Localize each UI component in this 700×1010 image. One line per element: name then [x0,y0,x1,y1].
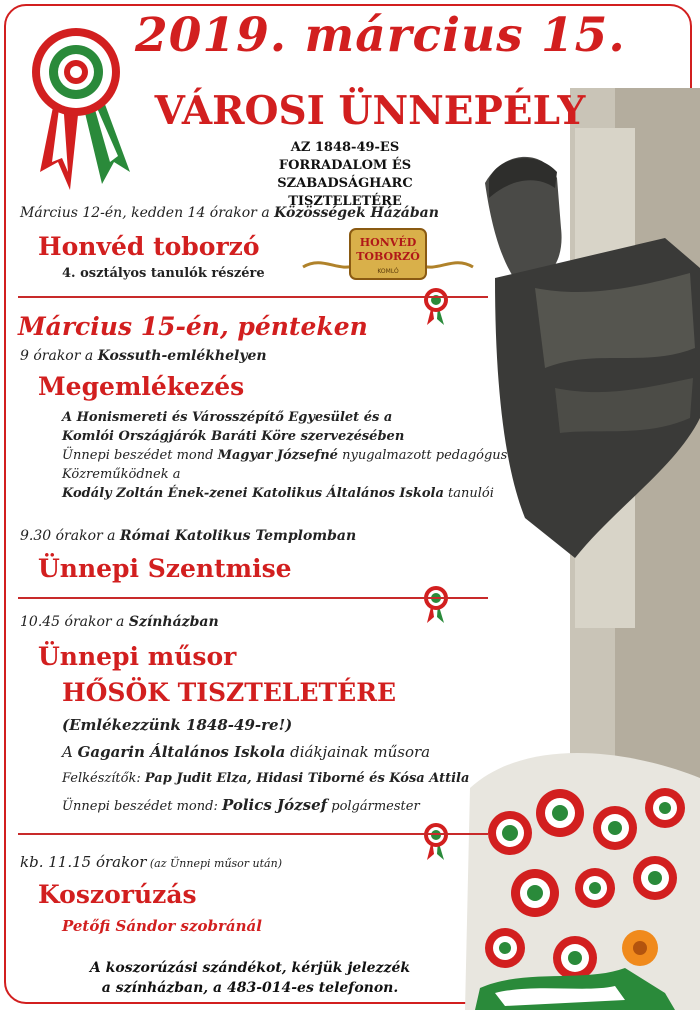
subtitle-line: AZ 1848-49-ES [290,140,400,155]
event2-contrib: Közreműködnek a [62,467,181,482]
event5-title: Koszorúzás [38,880,197,909]
event1-when-prefix: Március 12-én, kedden 14 órakor a [20,205,275,221]
day-heading: Március 15-én, pénteken [18,312,368,341]
event2-school-suffix: tanulói [443,486,494,501]
event4-title: Ünnepi műsor [38,642,237,671]
logo-line1: HONVÉD [359,236,417,249]
event3-when-prefix: 9.30 órakor a [20,528,120,544]
event4-title2: HŐSÖK TISZTELETÉRE [62,678,397,707]
subtitle-line: TISZTELETÉRE [288,194,402,209]
event5-place: Petőfi Sándor szobránál [62,917,262,935]
footer-note [40,958,460,998]
statue-photo [465,88,700,1010]
event4-speaker: Polics József [221,796,328,814]
subtitle [210,139,480,211]
event2-org-line2: Komlói Országjárók Baráti Köre szervezésében [62,429,405,444]
event2-details [62,408,507,503]
event2-speech [62,446,507,465]
event4-speech-line [62,796,420,814]
event4-program-prefix: A [62,743,78,761]
event2-school: Kodály Zoltán Ének-zenei Katolikus Általános Iskola [62,486,444,501]
event2-org-line1: A Honismereti és Városszépítő Egyesület és a [62,410,393,425]
event3-title: Ünnepi Szentmise [38,554,292,583]
event4-program-school: Gagarin Általános Iskola [77,743,286,761]
divider [18,296,488,298]
event2-speech-suffix: nyugalmazott pedagógus [337,448,508,463]
event4-place: Színházban [128,614,219,630]
event4-program [62,743,430,761]
event1-note: 4. osztályos tanulók részére [62,266,265,281]
honved-toborzo-logo [298,225,478,285]
event4-prep-label: Felkészítők: [62,771,145,786]
event1-place: Közösségek Házában [274,205,439,221]
event2-when-prefix: 9 órakor a [20,348,98,364]
event4-speaker-title: polgármester [327,799,420,814]
cockade-rosette-icon [18,22,138,202]
event4-speech-prefix: Ünnepi beszédet mond: [62,799,222,814]
event5-when-line [20,853,282,871]
event3-place: Római Katolikus Templomban [119,528,357,544]
event4-motto: (Emlékezzünk 1848-49-re!) [62,716,293,734]
footer-line1: A koszorúzási szándékot, kérjük jelezzék [89,960,411,976]
event2-speaker: Magyar Józsefné [217,448,338,463]
event2-when [20,348,267,364]
event2-speech-prefix: Ünnepi beszédet mond [62,448,218,463]
event4-when [20,614,219,630]
subtitle-line: FORRADALOM ÉS SZABADSÁGHARC [277,158,413,191]
small-cockade-icon [422,822,450,862]
event5-when: kb. 11.15 órakor [20,853,147,871]
event4-program-suffix: diákjainak műsora [285,743,431,761]
event2-title: Megemlékezés [38,372,245,401]
logo-line3: KOMLÓ [377,268,399,275]
event4-when-prefix: 10.45 órakor a [20,614,129,630]
event4-preparers-line [62,771,469,786]
event4-preparers: Pap Judit Elza, Hidasi Tiborné és Kósa Attila [144,771,470,786]
main-title: VÁROSI ÜNNEPÉLY [154,88,586,134]
event2-school-line [62,484,507,503]
divider [18,833,488,835]
small-cockade-icon [422,287,450,327]
date-title: 2019. március 15. [135,8,626,63]
logo-line2: TOBORZÓ [356,250,420,263]
event2-place: Kossuth-emlékhelyen [97,348,267,364]
small-cockade-icon [422,585,450,625]
event5-when-note: (az Ünnepi műsor után) [146,857,282,870]
event3-when [20,528,356,544]
event1-when [20,205,439,221]
footer-line2: a színházban, a 483-014-es telefonon. [101,980,399,996]
event1-title: Honvéd toborzó [38,232,260,261]
divider [18,597,488,599]
